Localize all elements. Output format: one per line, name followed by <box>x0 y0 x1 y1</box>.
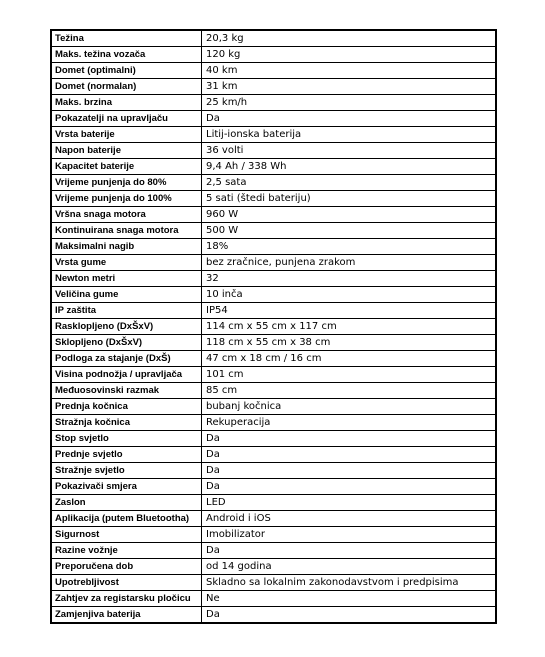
spec-label: Stražnja kočnica <box>51 415 202 431</box>
spec-row <box>51 287 496 303</box>
spec-row <box>51 415 496 431</box>
spec-value: 85 cm <box>202 383 497 399</box>
spec-label: Sklopljeno (DxŠxV) <box>51 335 202 351</box>
spec-row <box>51 463 496 479</box>
spec-label: Rasklopljeno (DxŠxV) <box>51 319 202 335</box>
spec-value: 2,5 sata <box>202 175 497 191</box>
spec-row <box>51 143 496 159</box>
spec-label: Visina podnožja / upravljača <box>51 367 202 383</box>
spec-value: Da <box>202 111 497 127</box>
spec-label: Vrsta gume <box>51 255 202 271</box>
spec-value: 10 inča <box>202 287 497 303</box>
spec-value: 47 cm x 18 cm / 16 cm <box>202 351 497 367</box>
spec-value: 5 sati (štedi bateriju) <box>202 191 497 207</box>
spec-value: 18% <box>202 239 497 255</box>
spec-row <box>51 527 496 543</box>
spec-value: 36 volti <box>202 143 497 159</box>
spec-value: Imobilizator <box>202 527 497 543</box>
spec-value: od 14 godina <box>202 559 497 575</box>
spec-label: Domet (normalan) <box>51 79 202 95</box>
spec-row <box>51 495 496 511</box>
spec-label: Pokazivači smjera <box>51 479 202 495</box>
spec-label: Preporučena dob <box>51 559 202 575</box>
spec-row <box>51 591 496 607</box>
spec-row <box>51 79 496 95</box>
spec-label: Vrijeme punjenja do 80% <box>51 175 202 191</box>
spec-row <box>51 399 496 415</box>
spec-row <box>51 607 496 624</box>
spec-label: Upotrebljivost <box>51 575 202 591</box>
spec-value: 25 km/h <box>202 95 497 111</box>
spec-label: Zamjenjiva baterija <box>51 607 202 624</box>
spec-label: Domet (optimalni) <box>51 63 202 79</box>
spec-label: Prednje svjetlo <box>51 447 202 463</box>
spec-label: Vrsta baterije <box>51 127 202 143</box>
spec-row <box>51 207 496 223</box>
spec-label: Sigurnost <box>51 527 202 543</box>
spec-row <box>51 47 496 63</box>
spec-row <box>51 543 496 559</box>
spec-row <box>51 63 496 79</box>
spec-row <box>51 159 496 175</box>
spec-row <box>51 511 496 527</box>
spec-row <box>51 111 496 127</box>
spec-value: Ne <box>202 591 497 607</box>
spec-row <box>51 255 496 271</box>
spec-value: 500 W <box>202 223 497 239</box>
spec-row <box>51 303 496 319</box>
spec-label: Maks. brzina <box>51 95 202 111</box>
spec-value: 32 <box>202 271 497 287</box>
spec-label: Zahtjev za registarsku pločicu <box>51 591 202 607</box>
spec-row <box>51 559 496 575</box>
spec-value: IP54 <box>202 303 497 319</box>
spec-value: Da <box>202 607 497 624</box>
spec-value: LED <box>202 495 497 511</box>
spec-value: 20,3 kg <box>202 30 497 47</box>
spec-label: Prednja kočnica <box>51 399 202 415</box>
spec-row <box>51 239 496 255</box>
spec-row <box>51 351 496 367</box>
spec-value: 118 cm x 55 cm x 38 cm <box>202 335 497 351</box>
spec-value: Android i iOS <box>202 511 497 527</box>
spec-label: Aplikacija (putem Bluetootha) <box>51 511 202 527</box>
spec-row <box>51 319 496 335</box>
spec-label: Stop svjetlo <box>51 431 202 447</box>
spec-label: Međuosovinski razmak <box>51 383 202 399</box>
spec-label: Zaslon <box>51 495 202 511</box>
spec-row <box>51 175 496 191</box>
spec-value: Da <box>202 479 497 495</box>
spec-label: Maksimalni nagib <box>51 239 202 255</box>
spec-row <box>51 95 496 111</box>
spec-value: Rekuperacija <box>202 415 497 431</box>
spec-row <box>51 367 496 383</box>
spec-label: Kontinuirana snaga motora <box>51 223 202 239</box>
spec-row <box>51 30 496 47</box>
spec-label: Maks. težina vozača <box>51 47 202 63</box>
spec-label: Težina <box>51 30 202 47</box>
spec-value: 101 cm <box>202 367 497 383</box>
spec-value: 960 W <box>202 207 497 223</box>
spec-row <box>51 383 496 399</box>
spec-row <box>51 223 496 239</box>
spec-value: 114 cm x 55 cm x 117 cm <box>202 319 497 335</box>
spec-label: Napon baterije <box>51 143 202 159</box>
spec-value: Da <box>202 447 497 463</box>
spec-row <box>51 431 496 447</box>
spec-row <box>51 335 496 351</box>
spec-row <box>51 191 496 207</box>
spec-value: Da <box>202 543 497 559</box>
spec-label: Stražnje svjetlo <box>51 463 202 479</box>
spec-value: bez zračnice, punjena zrakom <box>202 255 497 271</box>
spec-label: Pokazatelji na upravljaču <box>51 111 202 127</box>
spec-label: Podloga za stajanje (DxŠ) <box>51 351 202 367</box>
spec-row <box>51 479 496 495</box>
specification-table <box>50 29 497 624</box>
spec-label: Razine vožnje <box>51 543 202 559</box>
spec-value: bubanj kočnica <box>202 399 497 415</box>
spec-value: 31 km <box>202 79 497 95</box>
spec-label: IP zaštita <box>51 303 202 319</box>
spec-value: Da <box>202 431 497 447</box>
spec-label: Kapacitet baterije <box>51 159 202 175</box>
spec-row <box>51 447 496 463</box>
spec-label: Vršna snaga motora <box>51 207 202 223</box>
spec-value: 40 km <box>202 63 497 79</box>
spec-row <box>51 271 496 287</box>
specification-table-body <box>51 30 496 623</box>
spec-row <box>51 127 496 143</box>
spec-value: Da <box>202 463 497 479</box>
spec-value: Skladno sa lokalnim zakonodavstvom i predpisima <box>202 575 497 591</box>
spec-label: Veličina gume <box>51 287 202 303</box>
spec-value: 120 kg <box>202 47 497 63</box>
spec-row <box>51 575 496 591</box>
spec-label: Newton metri <box>51 271 202 287</box>
spec-value: 9,4 Ah / 338 Wh <box>202 159 497 175</box>
spec-label: Vrijeme punjenja do 100% <box>51 191 202 207</box>
spec-value: Litij-ionska baterija <box>202 127 497 143</box>
